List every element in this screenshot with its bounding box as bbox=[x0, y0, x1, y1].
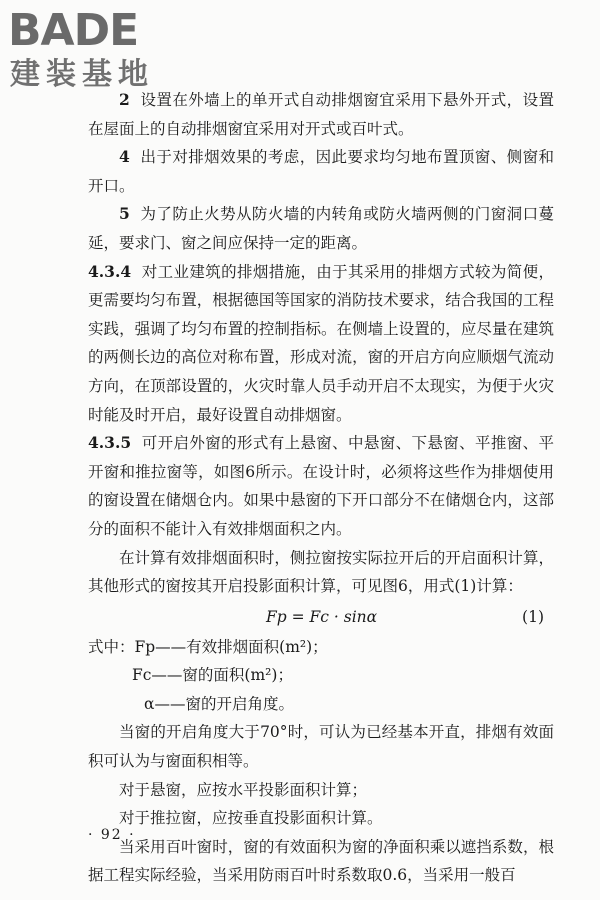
document-body bbox=[88, 86, 554, 890]
item-number: 2 bbox=[119, 90, 130, 109]
section-text: 对工业建筑的排烟措施，由于其采用的排烟方式较为简便，更需要均匀布置，根据德国等国家的消防技术要求，结合我国的工程实践，强调了均匀布置的控制指标。在侧墙上设置的，应尽量在建筑的两侧长边的高位对称布置，形成对流，窗的开启方向应顺烟气流动方向，在顶部设置的，火灾时靠人员手动开启不太现实，为便于火灾时能及时开启，最好设置自动排烟窗。 bbox=[88, 262, 554, 424]
item-number: 4 bbox=[119, 147, 130, 167]
paragraph-louver: 当采用百叶窗时，窗的有效面积为窗的净面积乘以遮挡系数，根据工程实际经验，当采用防雨百叶时系数取0.6，当采用一般百 bbox=[88, 837, 554, 885]
page-number: · 92 · bbox=[88, 827, 136, 843]
item-text: 出于对排烟效果的考虑，因此要求均匀地布置顶窗、侧窗和开口。 bbox=[88, 148, 554, 195]
section-number: 4.3.4 bbox=[88, 261, 132, 281]
paragraph-hung-window: 对于悬窗，应按水平投影面积计算； bbox=[119, 780, 368, 799]
paragraph-sliding-window: 对于推拉窗，应按垂直投影面积计算。 bbox=[119, 809, 383, 828]
section-text: 可开启外窗的形式有上悬窗、中悬窗、下悬窗、平推窗、平开窗和推拉窗等，如图6所示。在设计时，必须将这些作为排烟使用的窗设置在储烟仓内。如果中悬窗的下开口部分不在储烟仓内，这部分的面积不能计入有效排烟面积之内。 bbox=[88, 434, 554, 538]
formula-1 bbox=[88, 602, 554, 632]
paragraph-opening-angle: 当窗的开启角度大于70°时，可认为已经基本开直，排烟有效面积可认为与窗面积相等。 bbox=[88, 723, 554, 771]
section-4-3-4 bbox=[88, 258, 554, 430]
calc-intro: 在计算有效排烟面积时，侧拉窗按实际拉开后的开启面积计算，其他形式的窗按其开启投影面积计算，可见图6，用式(1)计算： bbox=[88, 548, 554, 596]
section-4-3-5 bbox=[88, 429, 554, 543]
item-4 bbox=[88, 143, 554, 200]
logo-subtitle: 建装基地 bbox=[10, 57, 154, 92]
item-2 bbox=[88, 86, 554, 143]
item-text: 设置在外墙上的单开式自动排烟窗宜采用下悬外开式，设置在屋面上的自动排烟窗宜采用对开式或百叶式。 bbox=[88, 91, 554, 138]
section-number: 4.3.5 bbox=[88, 433, 132, 453]
definition-fp: 式中：Fp——有效排烟面积(m²)； bbox=[88, 637, 328, 656]
formula-number: (1) bbox=[522, 607, 544, 626]
item-text: 为了防止火势从防火墙的内转角或防火墙两侧的门窗洞口蔓延，要求门、窗之间应保持一定的距离。 bbox=[88, 205, 554, 252]
item-number: 5 bbox=[119, 204, 130, 224]
formula-expression: Fp = Fc · sinα bbox=[266, 607, 378, 626]
logo-wordmark: BADE bbox=[8, 5, 139, 56]
bade-logo bbox=[8, 6, 178, 92]
definition-fc: Fc——窗的面积(m²)； bbox=[132, 666, 293, 685]
definition-alpha: α——窗的开启角度。 bbox=[144, 694, 294, 713]
item-5 bbox=[88, 200, 554, 257]
